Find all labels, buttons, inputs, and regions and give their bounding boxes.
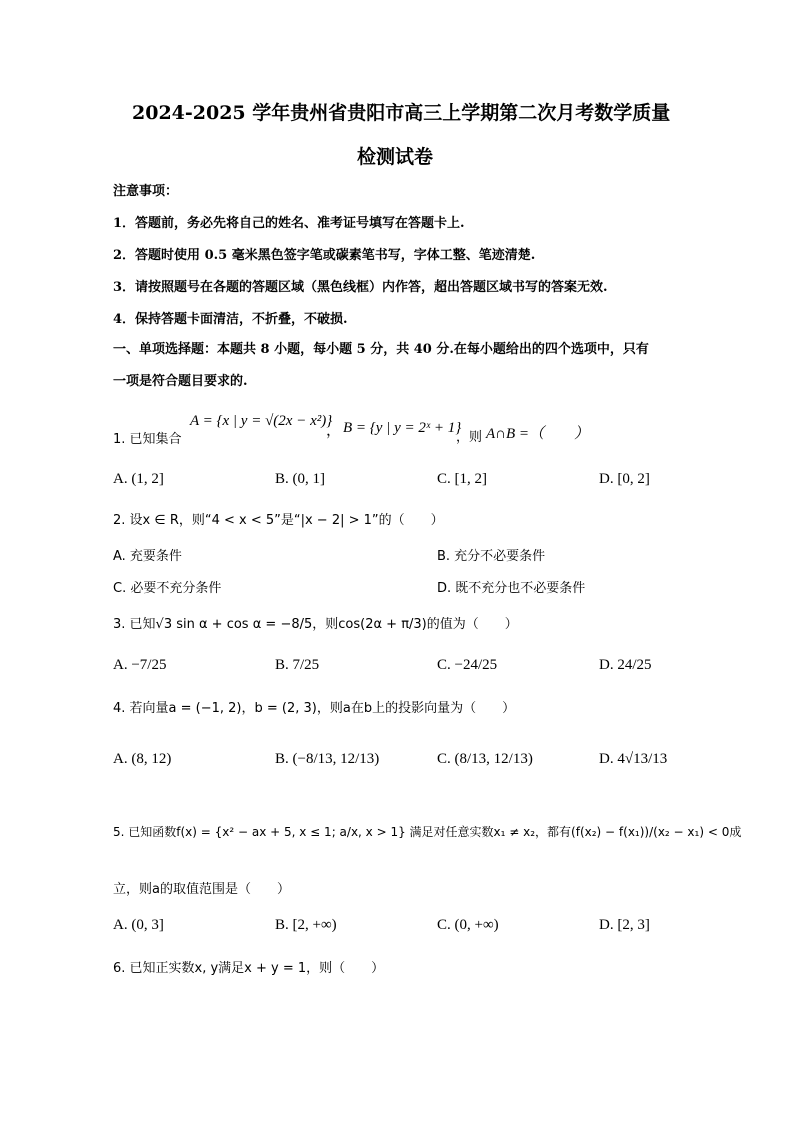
q4-option-d: D. 4√13/13 — [599, 751, 668, 767]
q4-option-c: C. (8/13, 12/13) — [437, 751, 533, 767]
q3-option-c: C. −24/25 — [437, 657, 498, 673]
q3-option-b: B. 7/25 — [275, 657, 320, 673]
q3-stem: 3. 已知√3 sin α + cos α = −8/5，则cos(2α + π/3)的值为（ ） — [113, 617, 518, 632]
q5-stem-line2: 立，则a的取值范围是（ ） — [113, 882, 290, 897]
q1-option-d: D. [0, 2] — [599, 471, 650, 487]
q2-option-c: C. 必要不充分条件 — [113, 581, 222, 596]
q2-option-d: D. 既不充分也不必要条件 — [437, 581, 586, 596]
q3-option-d: D. 24/25 — [599, 657, 652, 673]
q5-stem: 5. 已知函数f(x) = {x² − ax + 5, x ≤ 1; a/x, x > 1} 满足对任意实数x₁ ≠ x₂，都有(f(x₂) − f(x₁))/(x₂ − x₁) < 0成 — [113, 825, 742, 839]
q1-option-c: C. [1, 2] — [437, 471, 487, 487]
q5-option-c: C. (0, +∞) — [437, 917, 499, 933]
q2-stem: 2. 设x ∈ R，则“4 < x < 5”是“|x − 2| > 1”的（ ） — [113, 513, 444, 528]
q6-stem: 6. 已知正实数x, y满足x + y = 1，则（ ） — [113, 961, 385, 976]
q5-option-a: A. (0, 3] — [113, 917, 164, 933]
note-item: 3．请按照题号在各题的答题区域（黑色线框）内作答，超出答题区域书写的答案无效. — [113, 280, 608, 295]
q1-option-b: B. (0, 1] — [275, 471, 325, 487]
q1-set-a: A = {x | y = √(2x − x²)} — [190, 413, 333, 429]
q1-option-a: A. (1, 2] — [113, 471, 164, 487]
page-title: 2024-2025 学年贵州省贵阳市高三上学期第二次月考数学质量 — [132, 102, 671, 124]
q2-option-a: A. 充要条件 — [113, 549, 182, 564]
q1-prefix: 1. 已知集合 — [113, 432, 182, 447]
note-item: 4．保持答题卡面清洁，不折叠，不破损. — [113, 312, 348, 327]
q5-option-b: B. [2, +∞) — [275, 917, 337, 933]
q4-option-a: A. (8, 12) — [113, 751, 172, 767]
notes-heading: 注意事项： — [113, 184, 179, 199]
note-item: 1．答题前，务必先将自己的姓名、准考证号填写在答题卡上. — [113, 216, 465, 231]
q1-ask: A∩B =（ ） — [486, 426, 590, 442]
section-heading-line2: 一项是符合题目要求的. — [113, 374, 248, 389]
page-title-line2: 检测试卷 — [357, 146, 434, 168]
note-item: 2．答题时使用 0.5 毫米黑色签字笔或碳素笔书写，字体工整、笔迹清楚. — [113, 248, 536, 263]
q1-tail: ，则 — [456, 430, 483, 445]
q1-set-b: B = {y | y = 2ˣ + 1} — [343, 420, 462, 436]
q5-option-d: D. [2, 3] — [599, 917, 650, 933]
q3-option-a: A. −7/25 — [113, 657, 167, 673]
section-heading: 一、单项选择题：本题共 8 小题，每小题 5 分，共 40 分.在每小题给出的四个选项中，只有 — [113, 342, 649, 357]
q4-option-b: B. (−8/13, 12/13) — [275, 751, 380, 767]
q4-stem: 4. 若向量a = (−1, 2)，b = (2, 3)，则a在b上的投影向量为（ ） — [113, 701, 516, 716]
q2-option-b: B. 充分不必要条件 — [437, 549, 546, 564]
